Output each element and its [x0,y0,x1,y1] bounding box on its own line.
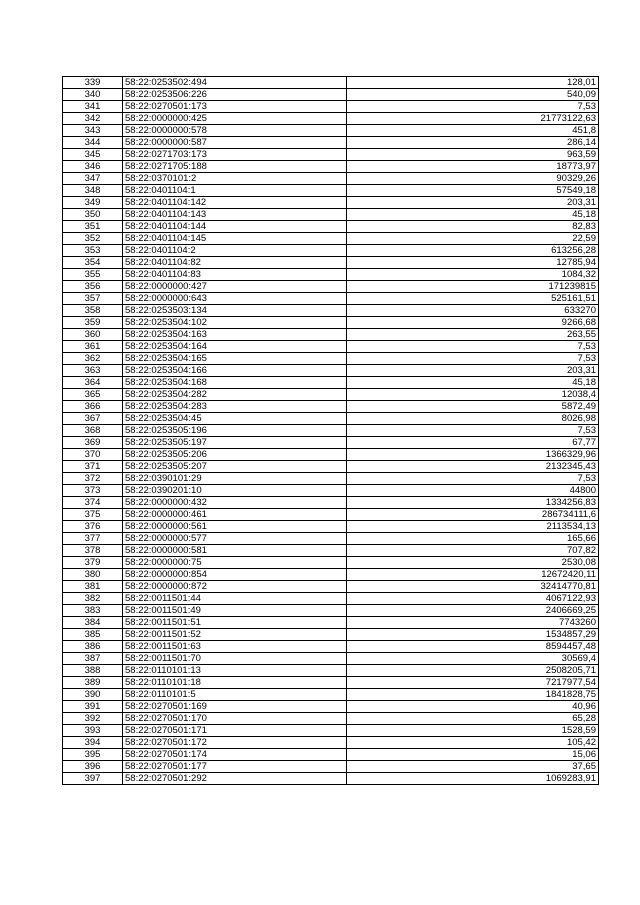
cadastral-number-cell: 58:22:0270501:169 [123,701,347,713]
cadastral-number-cell: 58:22:0011501:51 [123,617,347,629]
value-cell: 171239815 [347,281,599,293]
cadastral-number-cell: 58:22:0110101:13 [123,665,347,677]
row-number-cell: 354 [63,257,123,269]
table-row [63,413,599,425]
value-cell: 633270 [347,305,599,317]
value-cell: 82,83 [347,221,599,233]
value-cell: 2113534,13 [347,521,599,533]
table-row [63,77,599,89]
value-cell: 37,65 [347,761,599,773]
cadastral-number-cell: 58:22:0390201:10 [123,485,347,497]
cadastral-number-cell: 58:22:0270501:170 [123,713,347,725]
table-row [63,509,599,521]
row-number-cell: 351 [63,221,123,233]
table-row [63,521,599,533]
cadastral-number-cell: 58:22:0270501:171 [123,725,347,737]
value-cell: 8026,98 [347,413,599,425]
table-row [63,641,599,653]
table-row [63,569,599,581]
table-row [63,437,599,449]
value-cell: 40,96 [347,701,599,713]
table-row [63,149,599,161]
value-cell: 128,01 [347,77,599,89]
row-number-cell: 346 [63,161,123,173]
row-number-cell: 347 [63,173,123,185]
cadastral-number-cell: 58:22:0253503:134 [123,305,347,317]
table-row [63,161,599,173]
row-number-cell: 385 [63,629,123,641]
table-row [63,137,599,149]
table-row [63,305,599,317]
value-cell: 1366329,96 [347,449,599,461]
value-cell: 286,14 [347,137,599,149]
cadastral-number-cell: 58:22:0401104:82 [123,257,347,269]
table-row [63,713,599,725]
row-number-cell: 395 [63,749,123,761]
value-cell: 1334256,83 [347,497,599,509]
value-cell: 1841828,75 [347,689,599,701]
table-row [63,497,599,509]
cadastral-number-cell: 58:22:0253505:207 [123,461,347,473]
cadastral-number-cell: 58:22:0000000:577 [123,533,347,545]
row-number-cell: 392 [63,713,123,725]
value-cell: 9266,68 [347,317,599,329]
row-number-cell: 383 [63,605,123,617]
value-cell: 2406669,25 [347,605,599,617]
cadastral-number-cell: 58:22:0401104:142 [123,197,347,209]
cadastral-number-cell: 58:22:0000000:581 [123,545,347,557]
cadastral-number-cell: 58:22:0000000:561 [123,521,347,533]
cadastral-number-cell: 58:22:0000000:432 [123,497,347,509]
row-number-cell: 355 [63,269,123,281]
value-cell: 525161,51 [347,293,599,305]
value-cell: 21773122,63 [347,113,599,125]
cadastral-number-cell: 58:22:0253504:163 [123,329,347,341]
cadastral-number-cell: 58:22:0253505:196 [123,425,347,437]
cadastral-number-cell: 58:22:0000000:75 [123,557,347,569]
table-row [63,761,599,773]
table-row [63,269,599,281]
value-cell: 963,59 [347,149,599,161]
row-number-cell: 366 [63,401,123,413]
table-row [63,365,599,377]
cadastral-number-cell: 58:22:0011501:44 [123,593,347,605]
value-cell: 57549,18 [347,185,599,197]
table-row [63,293,599,305]
row-number-cell: 386 [63,641,123,653]
table-row [63,701,599,713]
value-cell: 7,53 [347,101,599,113]
table-row [63,689,599,701]
table-row [63,653,599,665]
table-row [63,533,599,545]
cadastral-number-cell: 58:22:0253504:164 [123,341,347,353]
row-number-cell: 384 [63,617,123,629]
table-row [63,473,599,485]
cadastral-number-cell: 58:22:0000000:425 [123,113,347,125]
value-cell: 613256,28 [347,245,599,257]
row-number-cell: 362 [63,353,123,365]
cadastral-number-cell: 58:22:0000000:854 [123,569,347,581]
table-row [63,221,599,233]
value-cell: 12672420,11 [347,569,599,581]
row-number-cell: 375 [63,509,123,521]
value-cell: 30569,4 [347,653,599,665]
cadastral-number-cell: 58:22:0401104:143 [123,209,347,221]
table-row [63,461,599,473]
row-number-cell: 382 [63,593,123,605]
cadastral-number-cell: 58:22:0000000:578 [123,125,347,137]
row-number-cell: 352 [63,233,123,245]
cadastral-number-cell: 58:22:0401104:1 [123,185,347,197]
row-number-cell: 371 [63,461,123,473]
value-cell: 12038,4 [347,389,599,401]
value-cell: 45,18 [347,377,599,389]
row-number-cell: 378 [63,545,123,557]
cadastral-number-cell: 58:22:0270501:292 [123,773,347,785]
cadastral-number-cell: 58:22:0253504:45 [123,413,347,425]
row-number-cell: 390 [63,689,123,701]
cadastral-number-cell: 58:22:0253504:165 [123,353,347,365]
row-number-cell: 376 [63,521,123,533]
table-row [63,101,599,113]
row-number-cell: 356 [63,281,123,293]
row-number-cell: 374 [63,497,123,509]
row-number-cell: 389 [63,677,123,689]
table-row [63,629,599,641]
row-number-cell: 348 [63,185,123,197]
cadastral-number-cell: 58:22:0000000:427 [123,281,347,293]
row-number-cell: 367 [63,413,123,425]
value-cell: 15,06 [347,749,599,761]
cadastral-number-cell: 58:22:0253505:206 [123,449,347,461]
value-cell: 44800 [347,485,599,497]
row-number-cell: 363 [63,365,123,377]
cadastral-number-cell: 58:22:0011501:49 [123,605,347,617]
table-row [63,377,599,389]
cadastral-number-cell: 58:22:0270501:174 [123,749,347,761]
table-row [63,425,599,437]
cadastral-number-cell: 58:22:0011501:63 [123,641,347,653]
row-number-cell: 373 [63,485,123,497]
table-row [63,725,599,737]
value-cell: 8594457,48 [347,641,599,653]
table-row [63,605,599,617]
cadastral-number-cell: 58:22:0401104:83 [123,269,347,281]
cadastral-value-table [62,76,599,785]
value-cell: 90329,26 [347,173,599,185]
table-row [63,581,599,593]
row-number-cell: 377 [63,533,123,545]
cadastral-number-cell: 58:22:0110101:18 [123,677,347,689]
row-number-cell: 345 [63,149,123,161]
row-number-cell: 364 [63,377,123,389]
table-row [63,401,599,413]
table-row [63,125,599,137]
cadastral-number-cell: 58:22:0000000:872 [123,581,347,593]
row-number-cell: 361 [63,341,123,353]
row-number-cell: 349 [63,197,123,209]
row-number-cell: 394 [63,737,123,749]
value-cell: 540,09 [347,89,599,101]
value-cell: 105,42 [347,737,599,749]
table-row [63,389,599,401]
row-number-cell: 381 [63,581,123,593]
table-row [63,329,599,341]
row-number-cell: 350 [63,209,123,221]
row-number-cell: 340 [63,89,123,101]
table-row [63,617,599,629]
row-number-cell: 396 [63,761,123,773]
table-row [63,281,599,293]
table-row [63,113,599,125]
cadastral-number-cell: 58:22:0271705:188 [123,161,347,173]
cadastral-number-cell: 58:22:0270501:172 [123,737,347,749]
cadastral-number-cell: 58:22:0011501:52 [123,629,347,641]
cadastral-number-cell: 58:22:0011501:70 [123,653,347,665]
table-row [63,89,599,101]
row-number-cell: 380 [63,569,123,581]
value-cell: 5872,49 [347,401,599,413]
row-number-cell: 365 [63,389,123,401]
cadastral-number-cell: 58:22:0270501:173 [123,101,347,113]
row-number-cell: 359 [63,317,123,329]
value-cell: 203,31 [347,365,599,377]
value-cell: 1084,32 [347,269,599,281]
table-row [63,557,599,569]
value-cell: 1069283,91 [347,773,599,785]
table-row [63,233,599,245]
cadastral-number-cell: 58:22:0401104:2 [123,245,347,257]
row-number-cell: 388 [63,665,123,677]
row-number-cell: 387 [63,653,123,665]
row-number-cell: 391 [63,701,123,713]
value-cell: 203,31 [347,197,599,209]
cadastral-number-cell: 58:22:0401104:145 [123,233,347,245]
row-number-cell: 339 [63,77,123,89]
value-cell: 1528,59 [347,725,599,737]
cadastral-number-cell: 58:22:0253505:197 [123,437,347,449]
value-cell: 7743260 [347,617,599,629]
cadastral-number-cell: 58:22:0370101:2 [123,173,347,185]
value-cell: 707,82 [347,545,599,557]
cadastral-number-cell: 58:22:0253504:166 [123,365,347,377]
value-cell: 18773,97 [347,161,599,173]
cadastral-number-cell: 58:22:0253504:168 [123,377,347,389]
row-number-cell: 342 [63,113,123,125]
value-cell: 7,53 [347,425,599,437]
table-row [63,173,599,185]
table-row [63,665,599,677]
table-row [63,353,599,365]
cadastral-number-cell: 58:22:0253506:226 [123,89,347,101]
value-cell: 165,66 [347,533,599,545]
table-row [63,209,599,221]
row-number-cell: 368 [63,425,123,437]
row-number-cell: 397 [63,773,123,785]
value-cell: 45,18 [347,209,599,221]
row-number-cell: 357 [63,293,123,305]
value-cell: 2508205,71 [347,665,599,677]
value-cell: 22,59 [347,233,599,245]
value-cell: 451,8 [347,125,599,137]
cadastral-number-cell: 58:22:0000000:461 [123,509,347,521]
table-row [63,545,599,557]
table-row [63,317,599,329]
value-cell: 2530,08 [347,557,599,569]
value-cell: 7217977,54 [347,677,599,689]
value-cell: 7,53 [347,341,599,353]
cadastral-number-cell: 58:22:0253502:494 [123,77,347,89]
cadastral-number-cell: 58:22:0000000:643 [123,293,347,305]
cadastral-number-cell: 58:22:0253504:102 [123,317,347,329]
value-cell: 286734111,6 [347,509,599,521]
table-row [63,677,599,689]
table-row [63,449,599,461]
value-cell: 7,53 [347,353,599,365]
value-cell: 32414770,81 [347,581,599,593]
row-number-cell: 379 [63,557,123,569]
cadastral-number-cell: 58:22:0253504:282 [123,389,347,401]
table-row [63,185,599,197]
table-row [63,341,599,353]
row-number-cell: 370 [63,449,123,461]
table-body [63,77,599,785]
value-cell: 263,55 [347,329,599,341]
cadastral-number-cell: 58:22:0000000:587 [123,137,347,149]
table-row [63,773,599,785]
cadastral-number-cell: 58:22:0253504:283 [123,401,347,413]
row-number-cell: 341 [63,101,123,113]
value-cell: 4067122,93 [347,593,599,605]
value-cell: 12785,94 [347,257,599,269]
cadastral-number-cell: 58:22:0110101:5 [123,689,347,701]
value-cell: 1534857,29 [347,629,599,641]
cadastral-number-cell: 58:22:0271703:173 [123,149,347,161]
value-cell: 67,77 [347,437,599,449]
row-number-cell: 360 [63,329,123,341]
table-row [63,749,599,761]
value-cell: 7,53 [347,473,599,485]
value-cell: 65,28 [347,713,599,725]
row-number-cell: 369 [63,437,123,449]
table-row [63,257,599,269]
row-number-cell: 353 [63,245,123,257]
table-row [63,737,599,749]
row-number-cell: 393 [63,725,123,737]
table-row [63,593,599,605]
row-number-cell: 358 [63,305,123,317]
table-row [63,197,599,209]
value-cell: 2132345,43 [347,461,599,473]
cadastral-number-cell: 58:22:0390101:29 [123,473,347,485]
cadastral-number-cell: 58:22:0270501:177 [123,761,347,773]
row-number-cell: 372 [63,473,123,485]
table-row [63,245,599,257]
cadastral-number-cell: 58:22:0401104:144 [123,221,347,233]
table-row [63,485,599,497]
row-number-cell: 344 [63,137,123,149]
row-number-cell: 343 [63,125,123,137]
